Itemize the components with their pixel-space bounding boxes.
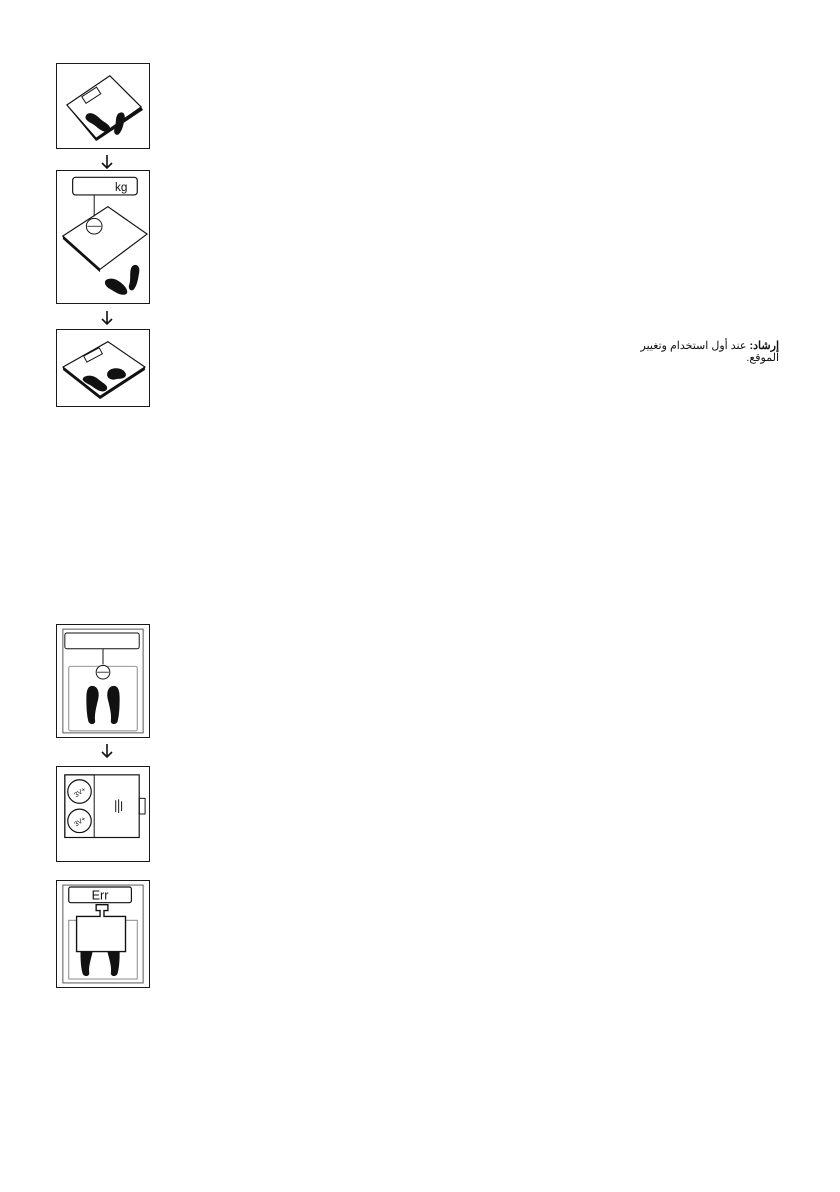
display-unit: kg	[115, 181, 128, 194]
arrow-down-icon	[100, 310, 114, 326]
bathroom-scale-icon	[57, 625, 149, 737]
bathroom-scale-icon	[57, 64, 149, 148]
figure-display-kg	[56, 170, 150, 304]
hint-text: عند أول استخدام وتغيير الموقع.	[640, 340, 779, 364]
figure-stand-on-scale	[56, 329, 150, 407]
footprints-icon	[86, 686, 119, 724]
hint-label: إرشاد:	[749, 340, 779, 352]
footprints-icon	[85, 112, 124, 135]
figure-step-onto-scale	[56, 63, 150, 149]
battery-label-1: 3V+	[73, 786, 88, 800]
figure-overload-error	[56, 880, 150, 988]
figure-battery-compartment	[56, 766, 150, 862]
battery-label-2: 3V+	[73, 815, 88, 829]
bathroom-scale-icon	[57, 330, 149, 406]
battery-icon	[57, 767, 149, 861]
arrow-down-icon	[100, 743, 114, 759]
weight-overload-icon	[57, 881, 149, 987]
figure-low-battery-scale	[56, 624, 150, 738]
arrow-down-icon	[100, 154, 114, 170]
error-code: Err	[91, 887, 109, 903]
footprints-icon	[105, 265, 140, 295]
hint-note	[629, 340, 779, 364]
bathroom-scale-icon	[57, 171, 149, 303]
